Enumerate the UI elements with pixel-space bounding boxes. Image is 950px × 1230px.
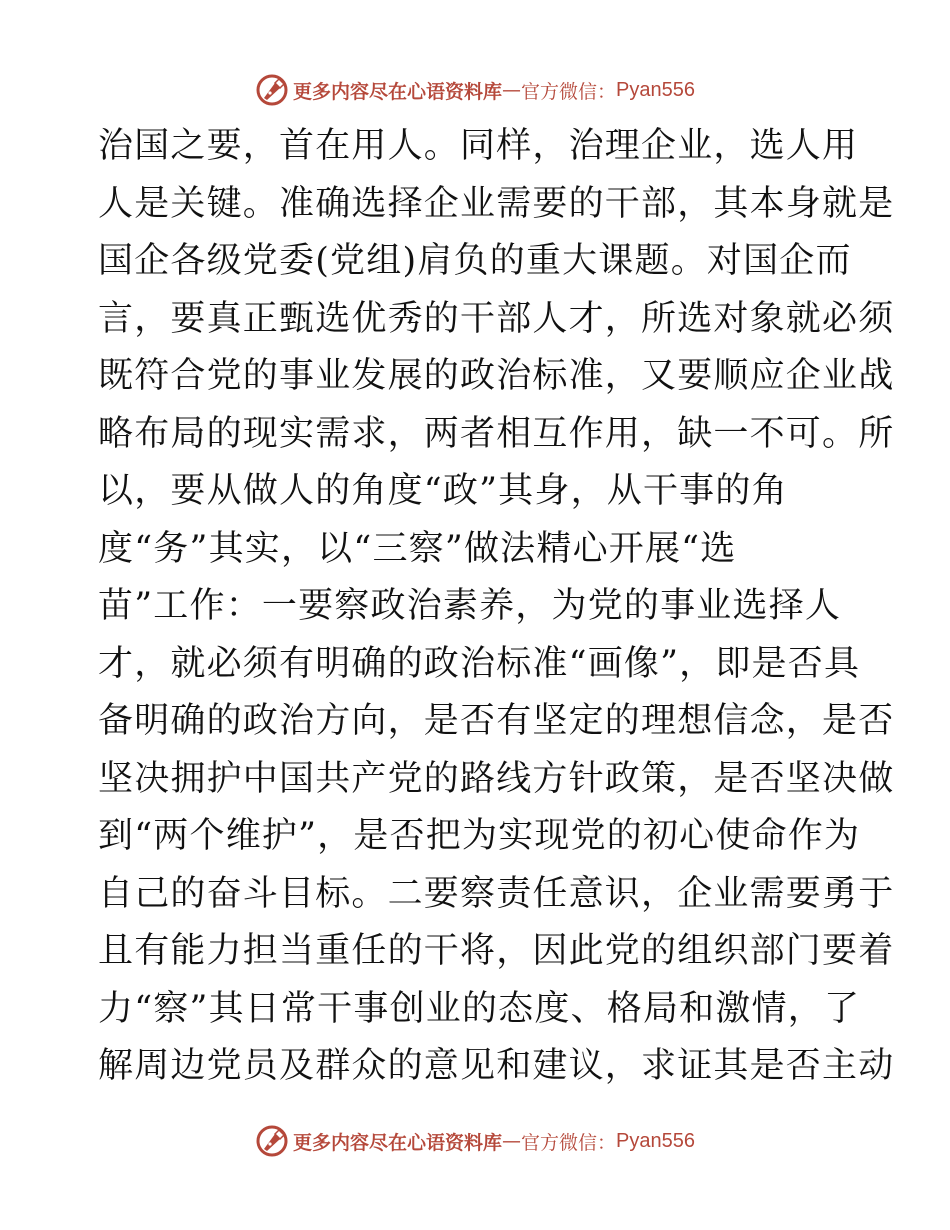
body-line: 力“察”其日常干事创业的态度、格局和激情，了: [98, 988, 861, 1029]
header-banner: [0, 70, 950, 110]
body-line: 解周边党员及群众的意见和建议，求证其是否主动: [98, 1046, 895, 1086]
body-line: 才，就必须有明确的政治标准“画像”，即是否具: [98, 643, 861, 684]
banner-dash: —: [502, 1130, 522, 1152]
body-line: 苗”工作：一要察政治素养，为党的事业选择人: [98, 586, 842, 626]
footer-banner: [0, 1121, 950, 1161]
pen-nib-logo-icon: [255, 73, 289, 107]
body-line: 度“务”其实，以“三察”做法精心开展“选: [98, 528, 737, 569]
banner-contact-label: 官方微信：: [521, 1131, 617, 1154]
banner-contact-id: Pyan556: [616, 78, 695, 101]
banner-contact-label: 官方微信：: [521, 80, 617, 103]
body-line: 以，要从做人的角度“政”其身，从干事的角: [98, 471, 788, 511]
banner-dash: —: [502, 79, 522, 101]
body-line: 坚决拥护中国共产党的路线方针政策，是否坚决做: [98, 758, 895, 799]
body-line: 自己的奋斗目标。二要察责任意识，企业需要勇于: [98, 873, 895, 914]
banner-contact-id: Pyan556: [616, 1129, 695, 1152]
body-line: 治国之要，首在用人。同样，治理企业，选人用: [98, 126, 859, 166]
body-line: 到“两个维护”，是否把为实现党的初心使命作为: [98, 816, 861, 856]
body-line: 人是关键。准确选择企业需要的干部，其本身就是: [98, 183, 895, 224]
banner-brand-text: 更多内容尽在心语资料库: [293, 80, 503, 103]
body-line: 既符合党的事业发展的政治标准，又要顺应企业战: [98, 356, 895, 396]
body-line: 言，要真正甄选优秀的干部人才，所选对象就必须: [98, 298, 895, 339]
pen-nib-logo-icon: [255, 1124, 289, 1158]
body-line: 备明确的政治方向，是否有坚定的理想信念，是否: [98, 701, 895, 741]
banner-brand-text: 更多内容尽在心语资料库: [293, 1131, 503, 1154]
body-line: 国企各级党委(党组)肩负的重大课题。对国企而: [98, 241, 852, 281]
body-line: 略布局的现实需求，两者相互作用，缺一不可。所: [98, 413, 895, 454]
body-line: 且有能力担当重任的干将，因此党的组织部门要着: [98, 931, 895, 971]
